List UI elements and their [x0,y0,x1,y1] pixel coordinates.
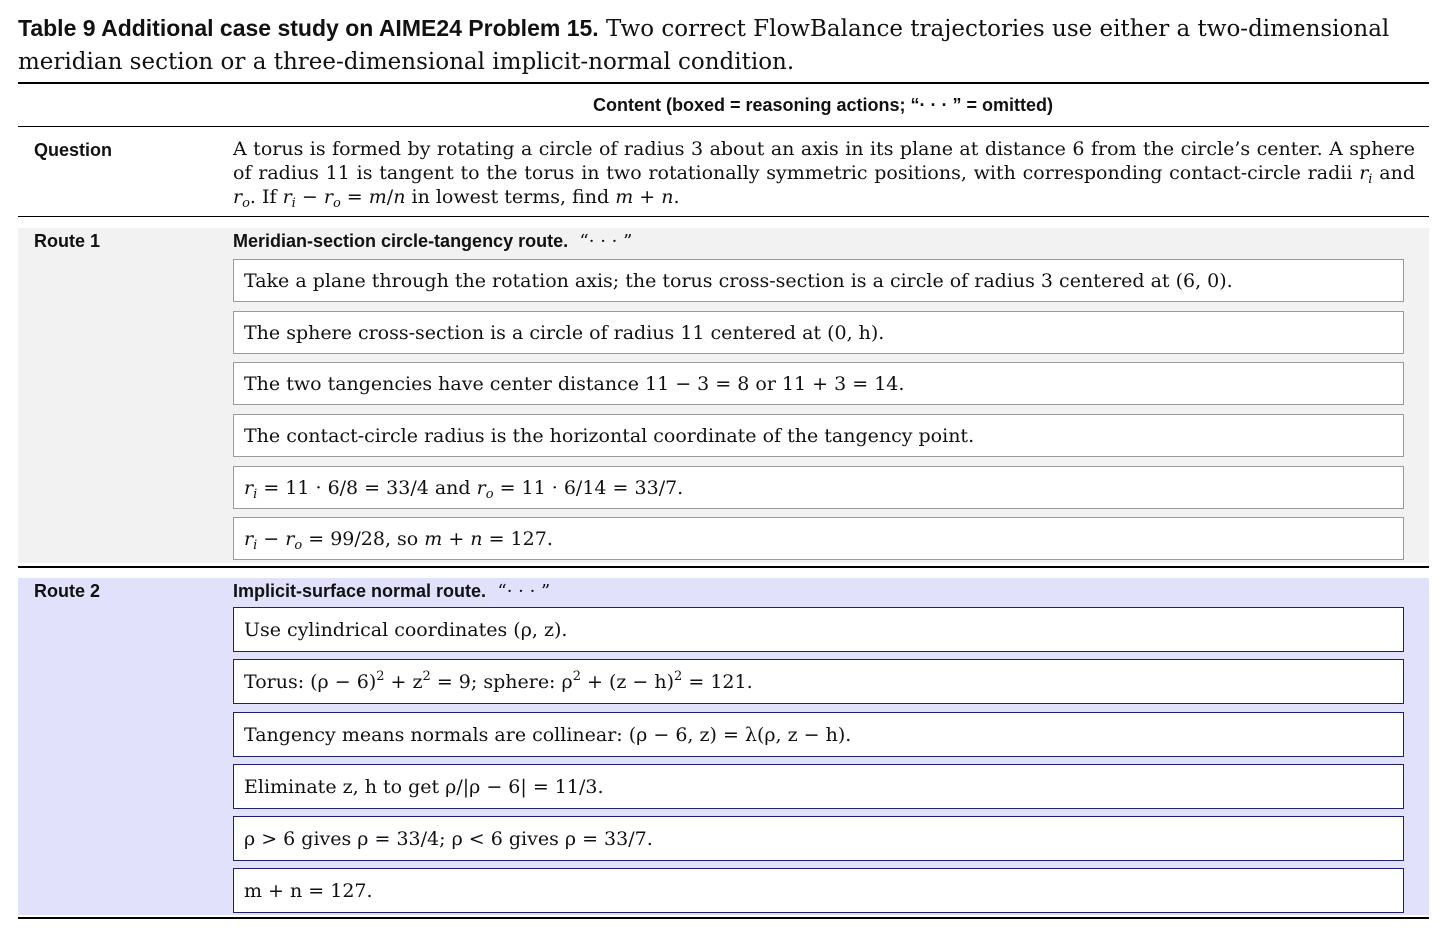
route1-title: Meridian-section circle-tangency route. “· · · ” [233,231,633,252]
route1-step-6: $r_i - r_o = 99/28$, so m + n = 127. [233,517,1404,560]
question-rule [18,216,1429,217]
route2-step-2: Torus: $(\rho - 6)^2 + z^2 = 9$; sphere: $\rho^2 + (z - h)^2 = 121$. [233,659,1404,704]
question-text: A torus is formed by rotating a circle of radius 3 about an axis in its plane at distance 6 from the circle’s center. A sphere of radius 11 is tangent to the torus in two rotationally symmetric positions, with corresponding contact-circle radii $r_i$ and $r_o$. If $r_i - r_o = m/n$ in lowest terms, find m + n. [233,138,1415,211]
top-rule [18,82,1429,84]
question-label: Question [34,140,113,160]
route1-step-2: The sphere cross-section is a circle of radius 11 centered at (0, h). [233,311,1404,354]
route2-step-1: Use cylindrical coordinates (ρ, z). [233,607,1404,652]
route1-rule [18,566,1429,568]
route2-label: Route 2 [34,581,101,601]
bottom-rule [18,917,1429,919]
route2-step-4: Eliminate z, h to get ρ/|ρ − 6| = 11/3. [233,764,1404,809]
header-rule [18,126,1429,127]
route1-step-1: Take a plane through the rotation axis; the torus cross-section is a circle of radius 3 centered at (6, 0). [233,259,1404,302]
route1-label: Route 1 [34,231,101,251]
caption-text: Two correct FlowBalance trajectories use either a two-dimensional meridian section or a three-dimensional implicit-normal condition. [18,16,1390,75]
route2-step-6: m + n = 127. [233,868,1404,913]
column-header: Content (boxed = reasoning actions; “· · · ” = omitted) [592,95,1054,115]
route1-step-5: $r_i = 11 \cdot 6/8 = 33/4$ and $r_o = 11 \cdot 6/14 = 33/7$. [233,466,1404,509]
route1-step-4: The contact-circle radius is the horizontal coordinate of the tangency point. [233,414,1404,457]
route1-step-3: The two tangencies have center distance 11 − 3 = 8 or 11 + 3 = 14. [233,362,1404,405]
caption-label: Table 9 Additional case study on AIME24 Problem 15. [18,15,599,41]
route2-step-5: ρ > 6 gives ρ = 33/4; ρ < 6 gives ρ = 33/7. [233,816,1404,861]
route2-title: Implicit-surface normal route. “· · · ” [233,581,551,602]
table-caption [18,12,1433,79]
route2-step-3: Tangency means normals are collinear: (ρ − 6, z) = λ(ρ, z − h). [233,712,1404,757]
